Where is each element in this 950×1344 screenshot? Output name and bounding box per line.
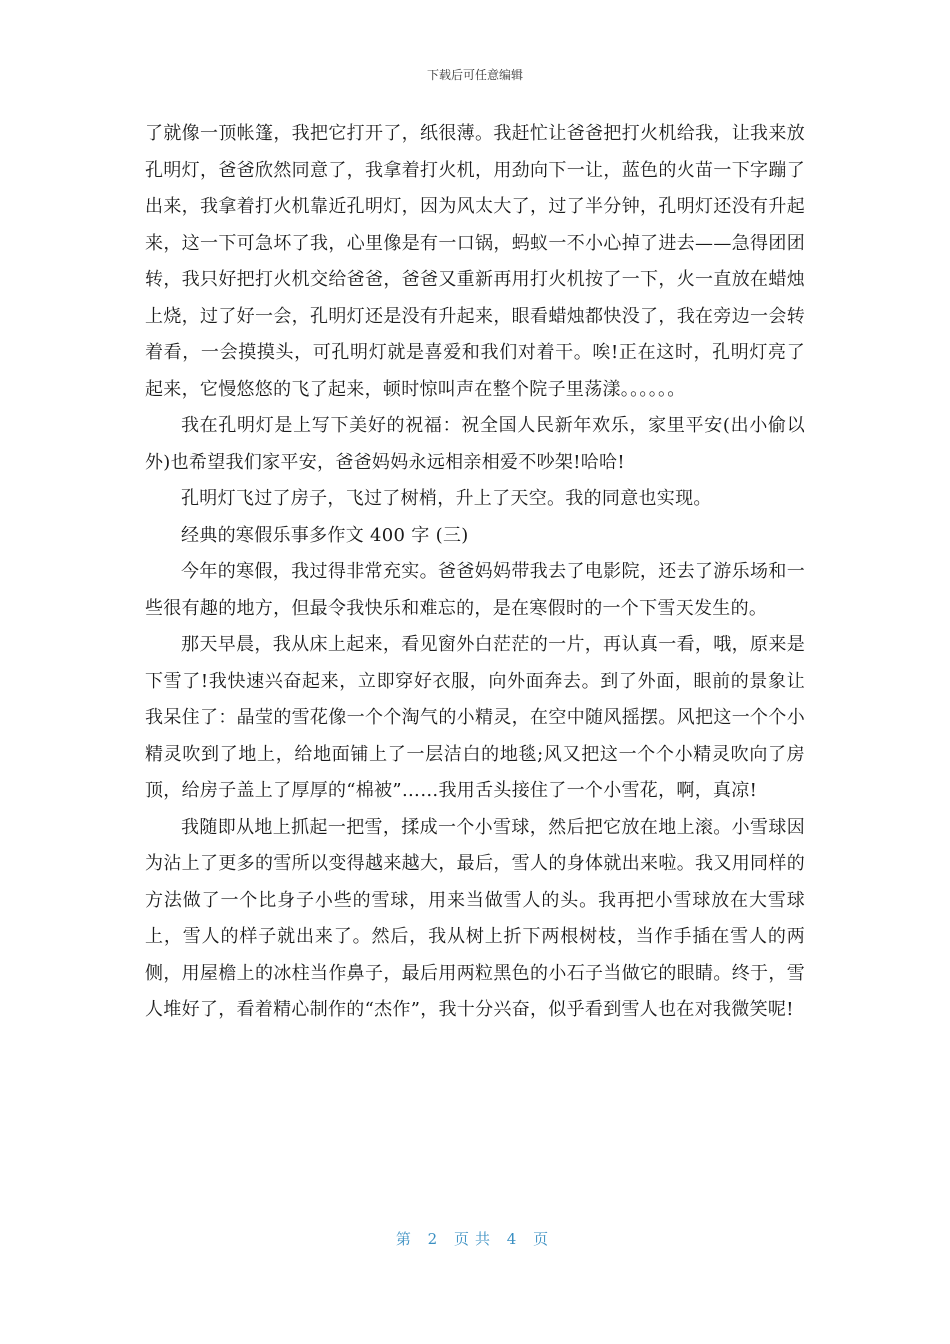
document-body (145, 116, 805, 1029)
paragraph-snow-morning: 那天早晨，我从床上起来，看见窗外白茫茫的一片，再认真一看，哦，原来是下雪了!我快速兴奋起来，立即穿好衣服，向外面奔去。到了外面，眼前的景象让我呆住了：晶莹的雪花像一个个淘气的小精灵，在空中随风摇摆。风把这一个个小精灵吹到了地上，给地面铺上了一层洁白的地毯;风又把这一个个小精灵吹向了房顶，给房子盖上了厚厚的“棉被”……我用舌头接住了一个小雪花，啊，真凉! (145, 634, 805, 801)
section-heading: 经典的寒假乐事多作文 400 字 (三) (181, 524, 469, 546)
paragraph-winter-break: 今年的寒假，我过得非常充实。爸爸妈妈带我去了电影院，还去了游乐场和一些很有趣的地方，但最令我快乐和难忘的，是在寒假时的一个下雪天发生的。 (145, 561, 805, 619)
paragraph-blessing: 我在孔明灯是上写下美好的祝福：祝全国人民新年欢乐，家里平安(出小偷以外)也希望我们家平安，爸爸妈妈永远相亲相爱不吵架!哈哈! (145, 415, 805, 473)
paragraph-snowman: 我随即从地上抓起一把雪，揉成一个小雪球，然后把它放在地上滚。小雪球因为沾上了更多的雪所以变得越来越大，最后，雪人的身体就出来啦。我又用同样的方法做了一个比身子小些的雪球，用来当做雪人的头。我再把小雪球放在大雪球上，雪人的样子就出来了。然后，我从树上折下两根树枝，当作手插在雪人的两侧，用屋檐上的冰柱当作鼻子，最后用两粒黑色的小石子当做它的眼睛。终于，雪人堆好了，看着精心制作的“杰作”，我十分兴奋，似乎看到雪人也在对我微笑呢! (145, 816, 805, 1020)
paragraph-lantern-flight: 孔明灯飞过了房子，飞过了树梢，升上了天空。我的同意也实现。 (181, 488, 712, 509)
page-number-footer: 第 2 页共 4 页 (395, 1230, 555, 1248)
page-header-note: 下载后可任意编辑 (426, 68, 523, 82)
paragraph-continuation: 了就像一顶帐篷，我把它打开了，纸很薄。我赶忙让爸爸把打火机给我，让我来放孔明灯，爸爸欣然同意了，我拿着打火机，用劲向下一让，蓝色的火苗一下字蹦了出来，我拿着打火机靠近孔明灯，因为风太大了，过了半分钟，孔明灯还没有升起来，这一下可急坏了我，心里像是有一口锅，蚂蚁一不小心掉了进去——急得团团转，我只好把打火机交给爸爸，爸爸又重新再用打火机按了一下，火一直放在蜡烛上烧，过了好一会，孔明灯还是没有升起来，眼看蜡烛都快没了，我在旁边一会转着看，一会摸摸头，可孔明灯就是喜爱和我们对着干。唉!正在这时，孔明灯亮了起来，它慢悠悠的飞了起来，顿时惊叫声在整个院子里荡漾。。。。。。 (145, 123, 805, 400)
